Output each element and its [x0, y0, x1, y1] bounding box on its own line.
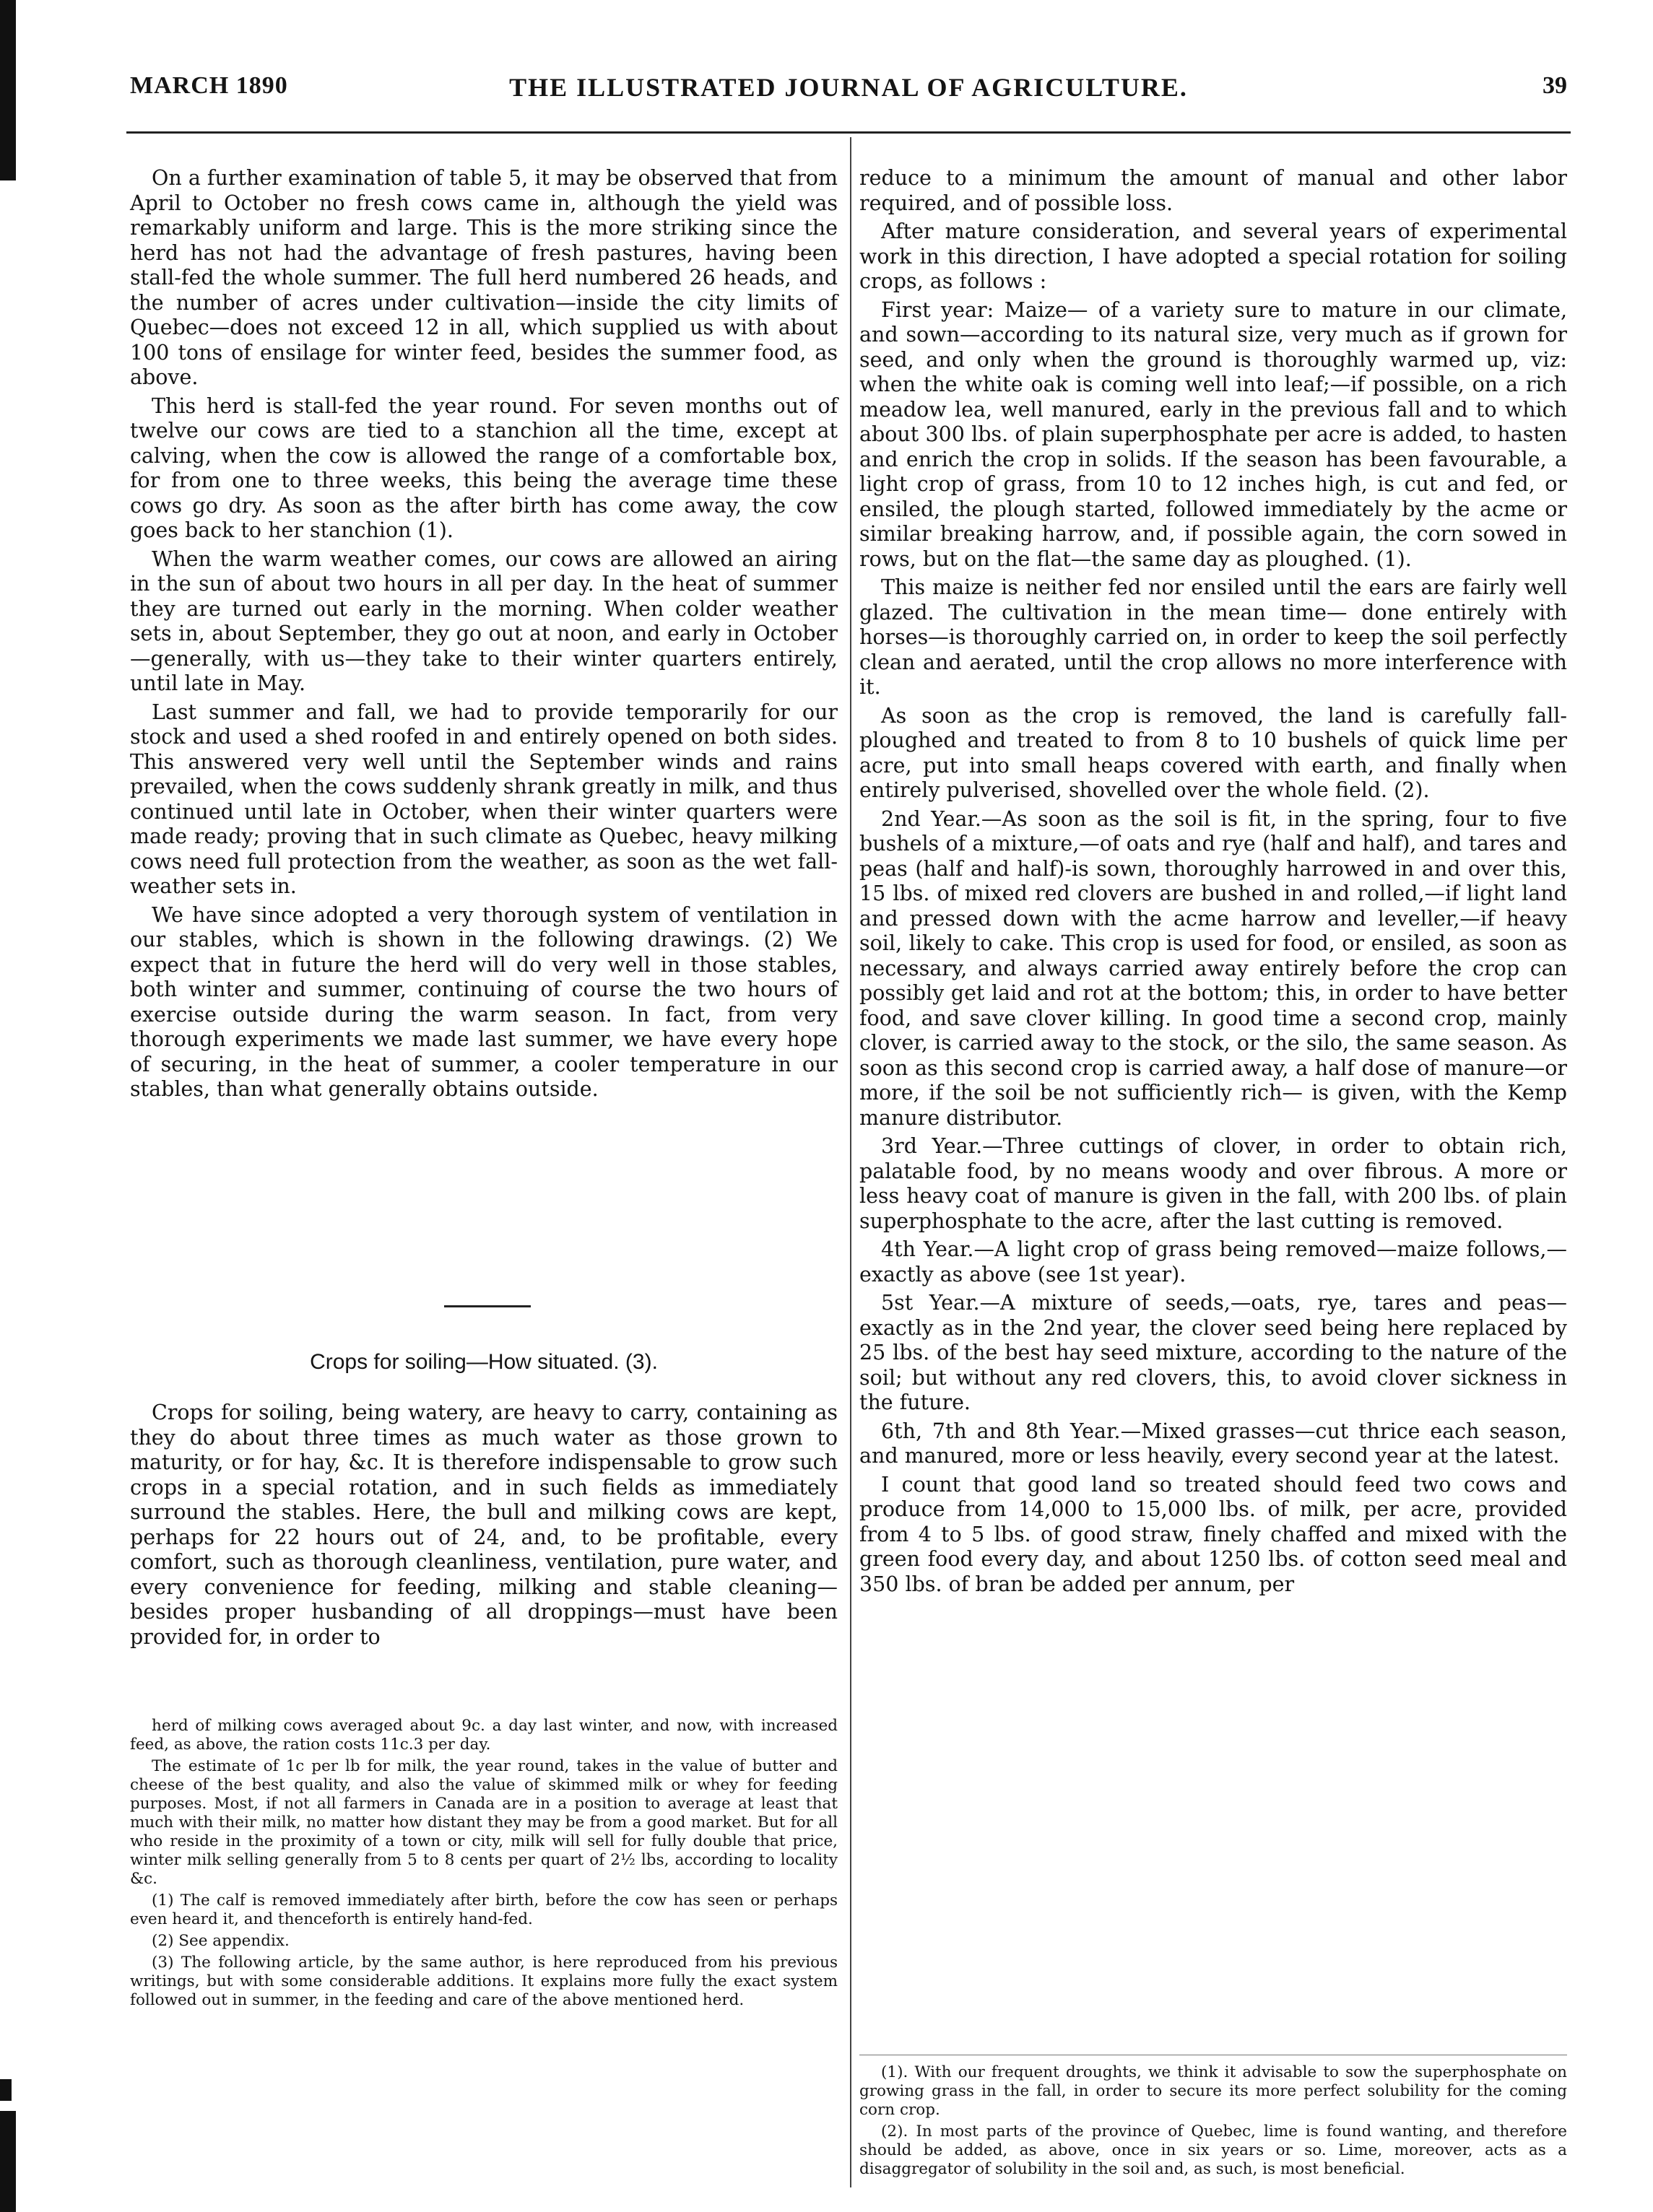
paragraph: 3rd Year.—Three cuttings of clover, in order to obtain rich, palatable food, by no means woody and over fibrous. A more or less heavy coat of manure is given in the fall, with 200 lbs. of plain superphosphate to the acre, after the last cutting is removed.	[859, 1134, 1567, 1233]
footnote: The estimate of 1c per lb for milk, the year round, takes in the value of butter and cheese of the best quality, and also the value of skimmed milk or whey for feeding purposes. Most, if not all farmers in Canada are in a position to average at least that much with their milk, no matter how distant they may be from a good market. But for all who reside in the proximity of a town or city, milk will sell for fully double that price, winter milk selling generally from 5 to 8 cents per quart of 2½ lbs, according to locality &c.	[130, 1757, 838, 1888]
paragraph: Crops for soiling, being watery, are heavy to carry, containing as they do about three times as much water as those grown to maturity, or for hay, &c. It is therefore indispensable to grow such crops in a special rotation, and in such fields as immediately surround the stables. Here, the bull and milking cows are kept, perhaps for 22 hours out of 24, and, to be profitable, every comfort, such as thorough cleanliness, ventilation, pure water, and every convenience for feeding, milking and stable cleaning— besides proper husbanding of all droppings—must have been provided for, in order to	[130, 1401, 838, 1649]
binding-edge-bottom	[0, 2111, 16, 2212]
page-number: 39	[1543, 72, 1567, 99]
paragraph: First year: Maize— of a variety sure to mature in our climate, and sown—according to its natural size, very much as if grown for seed, and only when the ground is thoroughly warmed up, viz: when the white oak is coming well into leaf;—if possible, on a rich meadow lea, well manured, early in the previous fall and to which about 300 lbs. of plain superphosphate per acre is added, to hasten and enrich the crop in solids. If the season has been favourable, a light crop of grass, from 10 to 12 inches high, is cut and fed, or ensiled, the plough started, followed immediately by the acme or similar breaking harrow, and, if possible again, the corn sowed in rows, but on the flat—the same day as ploughed. (1).	[859, 297, 1567, 571]
footnote: (1). With our frequent droughts, we think it advisable to sow the superphosphate on growing grass in the fall, in order to secure its more perfect solubility for the coming corn crop.	[859, 2063, 1567, 2119]
column-divider	[850, 137, 851, 2187]
paragraph: I count that good land so treated should feed two cows and produce from 14,000 to 15,000 lbs. of milk, per acre, provided from 4 to 5 lbs. of good straw, finely chaffed and mixed with the green food every day, and about 1250 lbs. of cotton seed meal and 350 lbs. of bran be added per annum, per	[859, 1472, 1567, 1596]
footnote: (2). In most parts of the province of Quebec, lime is found wanting, and therefore should be added, as above, once in six years or so. Lime, moreover, acts as a disaggregator of solubility in the soil and, as such, is most beneficial.	[859, 2122, 1567, 2178]
journal-title: THE ILLUSTRATED JOURNAL OF AGRICULTURE.	[509, 73, 1188, 102]
left-column-continued	[130, 1401, 838, 1650]
binding-notch	[0, 2079, 12, 2101]
footnote: herd of milking cows averaged about 9c. a day last winter, and now, with increased feed, as above, the ration costs 11c.3 per day.	[130, 1717, 838, 1754]
section-heading: Crops for soiling—How situated. (3).	[310, 1350, 658, 1374]
paragraph: After mature consideration, and several years of experimental work in this direction, I have adopted a special rotation for soiling crops, as follows :	[859, 219, 1567, 293]
paragraph: 4th Year.—A light crop of grass being removed—maize follows,—exactly as above (see 1st year).	[859, 1237, 1567, 1286]
running-header	[130, 72, 1567, 116]
paragraph: reduce to a minimum the amount of manual and other labor required, and of possible loss.	[859, 166, 1567, 215]
paragraph: As soon as the crop is removed, the land is carefully fall-ploughed and treated to from 8 to 10 bushels of quick lime per acre, put into small heaps covered with earth, and finally when entirely pulverised, shovelled over the whole field. (2).	[859, 703, 1567, 802]
paragraph: 6th, 7th and 8th Year.—Mixed grasses—cut thrice each season, and manured, more or less heavily, every second year at the latest.	[859, 1419, 1567, 1468]
header-rule	[126, 131, 1571, 134]
right-footnotes	[859, 2063, 1567, 2182]
section-divider	[444, 1305, 531, 1307]
footnote: (1) The calf is removed immediately after birth, before the cow has seen or perhaps even heard it, and thenceforth is entirely hand-fed.	[130, 1891, 838, 1928]
header-date: MARCH 1890	[130, 72, 288, 99]
paragraph: On a further examination of table 5, it may be observed that from April to October no fresh cows came in, although the yield was remarkably uniform and large. This is the more striking since the herd has not had the advantage of fresh pastures, having been stall-fed the whole summer. The full herd numbered 26 heads, and the number of acres under cultivation—inside the city limits of Quebec—does not exceed 12 in all, which supplied us with about 100 tons of ensilage for winter feed, besides the summer food, as above.	[130, 166, 838, 389]
left-footnotes	[130, 1717, 838, 2013]
footnote: (3) The following article, by the same author, is here reproduced from his previous writings, but with some considerable additions. It explains more fully the exact system followed out in summer, in the feeding and care of the above mentioned herd.	[130, 1954, 838, 2009]
paragraph: 2nd Year.—As soon as the soil is fit, in the spring, four to five bushels of a mixture,—of oats and rye (half and half), and tares and peas (half and half)-is sown, thoroughly harrowed in and over this, 15 lbs. of mixed red clovers are bushed in and rolled,—if light land and pressed down with the acme harrow and leveller,—if heavy soil, likely to cake. This crop is used for food, or ensiled, as soon as necessary, and always carried away entirely before the crop can possibly get laid and rot at the bottom; this, in order to have better food, and save clover killing. In good time a second crop, mainly clover, is carried away to the stock, or the silo, the same season. As soon as this second crop is carried away, a half dose of manure—or more, if the soil be not sufficiently rich— is given, with the Kemp manure distributor.	[859, 806, 1567, 1130]
paragraph: When the warm weather comes, our cows are allowed an airing in the sun of about two hours in all per day. In the heat of summer they are turned out early in the morning. When colder weather sets in, about September, they go out at noon, and early in October—generally, with us—they take to their winter quarters entirely, until late in May.	[130, 547, 838, 695]
paragraph: Last summer and fall, we had to provide temporarily for our stock and used a shed roofed in and entirely opened on both sides. This answered very well until the September winds and rains prevailed, when the cows suddenly shrank greatly in milk, and thus continued until late in October, when their winter quarters were made ready; proving that in such climate as Quebec, heavy milking cows need full protection from the weather, as soon as the wet fall-weather sets in.	[130, 700, 838, 898]
right-column	[859, 166, 1567, 1601]
footnote: (2) See appendix.	[152, 1932, 290, 1950]
paragraph: 5st Year.—A mixture of seeds,—oats, rye, tares and peas— exactly as in the 2nd year, the clover seed being here replaced by 25 lbs. of the best hay seed mixture, according to the nature of the soil; but without any red clovers, this, to avoid clover sickness in the future.	[859, 1291, 1567, 1414]
paragraph: This maize is neither fed nor ensiled until the ears are fairly well glazed. The cultivation in the mean time— done entirely with horses—is thoroughly carried on, in order to keep the soil perfectly clean and aerated, until the crop allows no more interference with it.	[859, 575, 1567, 699]
paragraph: This herd is stall-fed the year round. For seven months out of twelve our cows are tied to a stanchion all the time, except at calving, when the cow is allowed the range of a comfortable box, for from one to three weeks, this being the average time these cows go dry. As soon as the after birth has come away, the cow goes back to her stanchion (1).	[130, 393, 838, 542]
left-column	[130, 166, 838, 1106]
binding-edge	[0, 0, 16, 180]
paragraph: We have since adopted a very thorough system of ventilation in our stables, which is shown in the following drawings. (2) We expect that in future the herd will do very well in those stables, both winter and summer, continuing of course the two hours of exercise outside during the warm season. In fact, from very thorough experiments we made last summer, we have every hope of securing, in the heat of summer, a cooler temperature in our stables, than what generally obtains outside.	[130, 902, 838, 1101]
